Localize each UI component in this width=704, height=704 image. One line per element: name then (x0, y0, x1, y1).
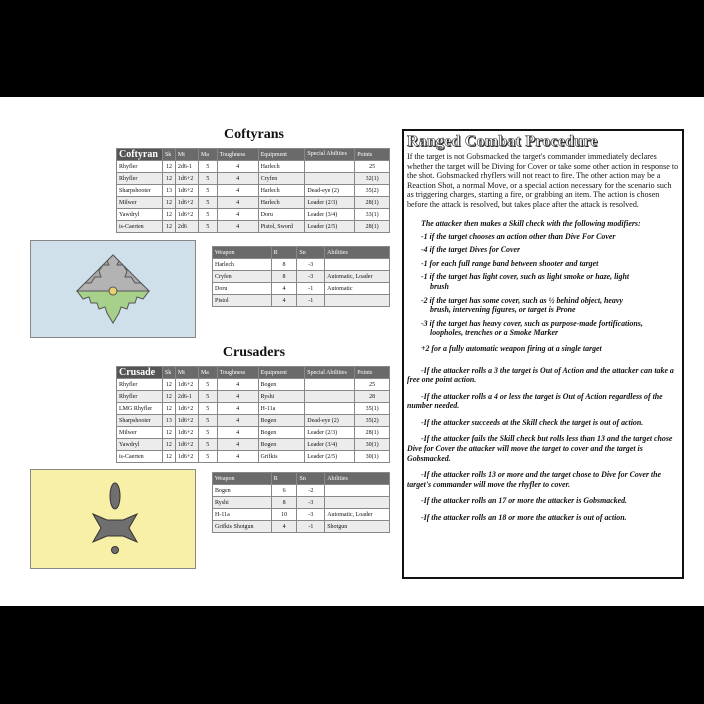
table-cell: H-11a (258, 403, 305, 415)
table-cell: Rhyfler (117, 391, 163, 403)
table-header: Coftyran (117, 149, 163, 161)
table-cell: Shotgun (325, 521, 390, 533)
table-row (117, 451, 390, 463)
table-row (117, 221, 390, 233)
table-cell: Harlech (258, 197, 305, 209)
table-cell: Bogen (258, 379, 305, 391)
table-cell: Doru (258, 209, 305, 221)
table-cell: 4 (271, 295, 297, 307)
table-cell: -1 (297, 283, 325, 295)
modifier-item (421, 232, 679, 242)
modifier-text-continued: loopholes, trenches or a Smoke Marker (430, 328, 559, 338)
table-cell: 1d6+2 (175, 173, 198, 185)
table-cell: Ryshi (258, 391, 305, 403)
table-cell: Harlech (213, 259, 272, 271)
table-header: Sk (162, 149, 175, 161)
table-row (213, 283, 390, 295)
table-row (213, 509, 390, 521)
result-item: -If the attacker rolls 13 or more and the target chose to Dive for Cover the target's commander will move the rhyfler to cover. (407, 470, 661, 489)
modifier-list (407, 232, 679, 354)
table-header: R (271, 247, 297, 259)
table-header: Weapon (213, 247, 272, 259)
table-cell (325, 259, 390, 271)
table-cell: -1 (297, 521, 325, 533)
coftyrans-title: Coftyrans (224, 127, 284, 142)
table-cell: Yawdryl (117, 209, 163, 221)
table-cell: Leader (3/4) (305, 439, 355, 451)
procedure-intro: If the target is not Gobsmacked the target's commander immediately declares whether the target will be Diving for Cover or take some other action in response to the shot. Gobsmacked rhyflers will not react to fire. The other action may be a Reaction Shot, a normal Move, or a special action necessary for the scenario such as triggering charges, starting a fire, or grabbing an item. The action is chosen before the attack is resolved, but takes place after the attack is resolved. (407, 152, 679, 209)
table-cell: 5 (198, 185, 217, 197)
table-header: Points (355, 367, 390, 379)
table-cell: 6 (271, 485, 297, 497)
modifier-text-continued: brush (430, 281, 449, 291)
table-header: Points (355, 149, 390, 161)
table-cell: 2d6-1 (175, 391, 198, 403)
table-header: R (271, 473, 297, 485)
table-cell: 1d6+2 (175, 439, 198, 451)
table-cell: -3 (297, 497, 325, 509)
table-cell: 4 (217, 185, 258, 197)
table-header: Sk (162, 367, 175, 379)
crusader-emblem-icon (31, 470, 195, 568)
table-cell: 4 (217, 209, 258, 221)
table-cell: Leader (2/3) (305, 197, 355, 209)
table-cell: Leader (3/4) (305, 209, 355, 221)
table-cell: 12 (162, 209, 175, 221)
table-cell: 4 (217, 173, 258, 185)
table-header: Special Abilities (305, 367, 355, 379)
result-list (407, 366, 679, 523)
table-cell: is-Caerten (117, 221, 163, 233)
table-cell: Yawdryl (117, 439, 163, 451)
table-cell: 5 (198, 427, 217, 439)
table-row (117, 439, 390, 451)
table-header: Abilities (325, 473, 390, 485)
table-cell: -3 (297, 259, 325, 271)
table-cell: Sharpshooter (117, 415, 163, 427)
crusaders-title: Crusaders (222, 345, 286, 360)
table-row (117, 161, 390, 173)
crusaders-weapon-table (212, 472, 390, 533)
table-cell: -3 (297, 271, 325, 283)
table-cell (305, 391, 355, 403)
table-cell: 4 (217, 415, 258, 427)
table-cell: 5 (198, 391, 217, 403)
table-cell: Leader (2/5) (305, 451, 355, 463)
table-cell: 2d6-1 (175, 161, 198, 173)
table-cell: Bogen (258, 415, 305, 427)
result-item: -If the attacker fails the Skill check but rolls less than 13 and the target chose Dive for Cover the attacker will move the target to cover and the target is Gobsmacked. (407, 434, 673, 463)
table-cell: Rhyfler (117, 161, 163, 173)
modifier-text: -4 if the target Dives for Cover (421, 245, 521, 255)
table-header: Toughness (217, 367, 258, 379)
table-row (117, 197, 390, 209)
result-item: -If the attacker rolls a 3 the target is Out of Action and the attacker can take a free one point action. (407, 365, 674, 385)
table-row (117, 379, 390, 391)
table-cell: 1d6+2 (175, 403, 198, 415)
table-cell: 5 (198, 439, 217, 451)
table-cell: 5 (198, 173, 217, 185)
table-cell: 12 (162, 161, 175, 173)
table-cell: 13 (162, 415, 175, 427)
table-cell: 5 (198, 197, 217, 209)
table-header: Ma (198, 149, 217, 161)
table-cell (305, 379, 355, 391)
result-item: -If the attacker rolls an 17 or more the attacker is Gobsmacked. (421, 496, 628, 506)
table-header: Sn (297, 473, 325, 485)
table-cell: 1d6+2 (175, 451, 198, 463)
table-cell: 5 (198, 209, 217, 221)
table-cell: 8 (271, 497, 297, 509)
table-cell: Doru (213, 283, 272, 295)
table-header: Weapon (213, 473, 272, 485)
table-row (213, 271, 390, 283)
table-cell (325, 485, 390, 497)
crusader-flag (30, 469, 196, 569)
modifier-text: -1 for each full range band between shooter and target (421, 258, 599, 268)
table-cell: 5 (198, 221, 217, 233)
table-cell: 35(2) (355, 185, 390, 197)
table-cell: 4 (217, 221, 258, 233)
table-row (117, 403, 390, 415)
table-cell: 4 (217, 451, 258, 463)
coftyran-flag (30, 240, 196, 338)
table-cell: 12 (162, 391, 175, 403)
table-cell: 5 (198, 403, 217, 415)
coftyran-emblem-icon (31, 241, 195, 337)
table-header: Toughness (217, 149, 258, 161)
table-cell: 4 (217, 439, 258, 451)
table-row (117, 173, 390, 185)
table-cell: 28(1) (355, 427, 390, 439)
table-cell: 12 (162, 403, 175, 415)
table-cell: Rhyfler (117, 379, 163, 391)
table-row (213, 497, 390, 509)
table-cell: Rhyfler (117, 173, 163, 185)
modifier-item (421, 259, 679, 269)
result-item: -If the attacker rolls a 4 or less the target is Out of Action regardless of the number needed. (407, 391, 663, 411)
crusaders-unit-table (116, 366, 390, 463)
table-cell: 1d6+2 (175, 209, 198, 221)
table-cell: Pistol (213, 295, 272, 307)
table-header: Equipment (258, 149, 305, 161)
table-row (117, 185, 390, 197)
table-cell: Cryfen (258, 173, 305, 185)
table-cell: 12 (162, 173, 175, 185)
table-cell: H-11a (213, 509, 272, 521)
table-cell: 1d6+2 (175, 415, 198, 427)
table-cell: 28 (355, 391, 390, 403)
table-cell: 33(1) (355, 209, 390, 221)
table-cell: 8 (271, 271, 297, 283)
table-header: Mt (175, 149, 198, 161)
table-cell: Grifkis (258, 451, 305, 463)
table-cell: 4 (217, 161, 258, 173)
table-cell: 30(1) (355, 439, 390, 451)
table-cell: -2 (297, 485, 325, 497)
table-header: Crusade (117, 367, 163, 379)
table-cell: Automatic (325, 283, 390, 295)
table-cell: LMG Rhyfler (117, 403, 163, 415)
table-cell: -3 (297, 509, 325, 521)
table-cell: Milwer (117, 197, 163, 209)
table-cell: Grifkis Shotgun (213, 521, 272, 533)
table-cell: 12 (162, 451, 175, 463)
modifier-text: +2 for a fully automatic weapon firing at a single target (421, 343, 602, 353)
table-cell: 5 (198, 415, 217, 427)
table-cell: Pistol, Sword (258, 221, 305, 233)
table-cell: Dead-eye (2) (305, 185, 355, 197)
table-cell: Ryshi (213, 497, 272, 509)
modifier-text-continued: brush, intervening figures, or target is Prone (430, 305, 576, 315)
table-cell: Bogen (213, 485, 272, 497)
coftyrans-weapon-table (212, 246, 390, 307)
table-header: Equipment (258, 367, 305, 379)
table-cell: 25 (355, 379, 390, 391)
table-cell: Harlech (258, 161, 305, 173)
table-cell: Harlech (258, 185, 305, 197)
modifier-text: -3 if the target has heavy cover, such as purpose-made fortifications, (421, 318, 643, 328)
modifier-item (421, 296, 679, 315)
table-cell: 12 (162, 379, 175, 391)
table-header: Sn (297, 247, 325, 259)
table-cell: 8 (271, 259, 297, 271)
table-header: Mt (175, 367, 198, 379)
modifier-item (421, 344, 679, 354)
table-cell: 32(1) (355, 173, 390, 185)
modifier-item (421, 245, 679, 255)
table-cell: 4 (271, 521, 297, 533)
table-cell: 4 (217, 403, 258, 415)
table-cell: 25 (355, 161, 390, 173)
table-cell: 12 (162, 427, 175, 439)
procedure-lead: The attacker then makes a Skill check with the following modifiers: (421, 218, 641, 228)
ranged-combat-procedure-box (402, 129, 684, 579)
table-cell: 1d6+2 (175, 427, 198, 439)
modifier-text: -2 if the target has some cover, such as ½ behind object, heavy (421, 295, 623, 305)
table-cell: 4 (271, 283, 297, 295)
table-cell (325, 497, 390, 509)
table-cell: Leader (2/3) (305, 427, 355, 439)
table-row (213, 485, 390, 497)
table-cell: 2d6 (175, 221, 198, 233)
table-cell: 12 (162, 197, 175, 209)
procedure-title: Ranged Combat Procedure (407, 133, 598, 150)
result-item: -If the attacker succeeds at the Skill check the target is out of action. (421, 417, 644, 427)
table-row (117, 209, 390, 221)
table-cell: Dead-eye (2) (305, 415, 355, 427)
table-cell: -1 (297, 295, 325, 307)
table-cell: 4 (217, 427, 258, 439)
table-cell: Automatic, Loader (325, 271, 390, 283)
table-row (213, 259, 390, 271)
table-header: Special Abilities (305, 149, 355, 161)
table-cell (305, 173, 355, 185)
coftyrans-unit-table (116, 148, 390, 233)
table-row (213, 295, 390, 307)
table-cell: 30(1) (355, 451, 390, 463)
table-header: Abilities (325, 247, 390, 259)
table-cell: Bogen (258, 439, 305, 451)
table-cell: 1d6+2 (175, 379, 198, 391)
table-cell (325, 295, 390, 307)
table-cell (305, 161, 355, 173)
table-cell: 4 (217, 197, 258, 209)
table-cell: 4 (217, 391, 258, 403)
modifier-text: -1 if the target chooses an action other than Dive For Cover (421, 231, 616, 241)
table-cell (305, 403, 355, 415)
table-cell: Leader (2/5) (305, 221, 355, 233)
table-cell: 1d6+2 (175, 185, 198, 197)
table-cell: 12 (162, 439, 175, 451)
table-cell: Sharpshooter (117, 185, 163, 197)
table-cell: 5 (198, 161, 217, 173)
table-cell: 28(1) (355, 197, 390, 209)
table-header: Ma (198, 367, 217, 379)
table-cell: 35(1) (355, 403, 390, 415)
table-cell: Bogen (258, 427, 305, 439)
table-cell: 5 (198, 379, 217, 391)
table-cell: 35(2) (355, 415, 390, 427)
table-cell: Cryfen (213, 271, 272, 283)
modifier-item (421, 319, 679, 338)
table-cell: 4 (217, 379, 258, 391)
table-cell: Milwer (117, 427, 163, 439)
table-cell: 28(1) (355, 221, 390, 233)
table-cell: 1d6+2 (175, 197, 198, 209)
table-cell: Automatic, Loader (325, 509, 390, 521)
table-row (117, 415, 390, 427)
table-row (213, 521, 390, 533)
table-cell: 13 (162, 185, 175, 197)
table-cell: 5 (198, 451, 217, 463)
modifier-item (421, 272, 679, 291)
table-cell: is-Caerten (117, 451, 163, 463)
table-row (117, 427, 390, 439)
table-cell: 10 (271, 509, 297, 521)
table-cell: 12 (162, 221, 175, 233)
result-item: -If the attacker rolls an 18 or more the attacker is out of action. (421, 513, 627, 523)
table-row (117, 391, 390, 403)
modifier-text: -1 if the target has light cover, such as light smoke or haze, light (421, 272, 630, 282)
